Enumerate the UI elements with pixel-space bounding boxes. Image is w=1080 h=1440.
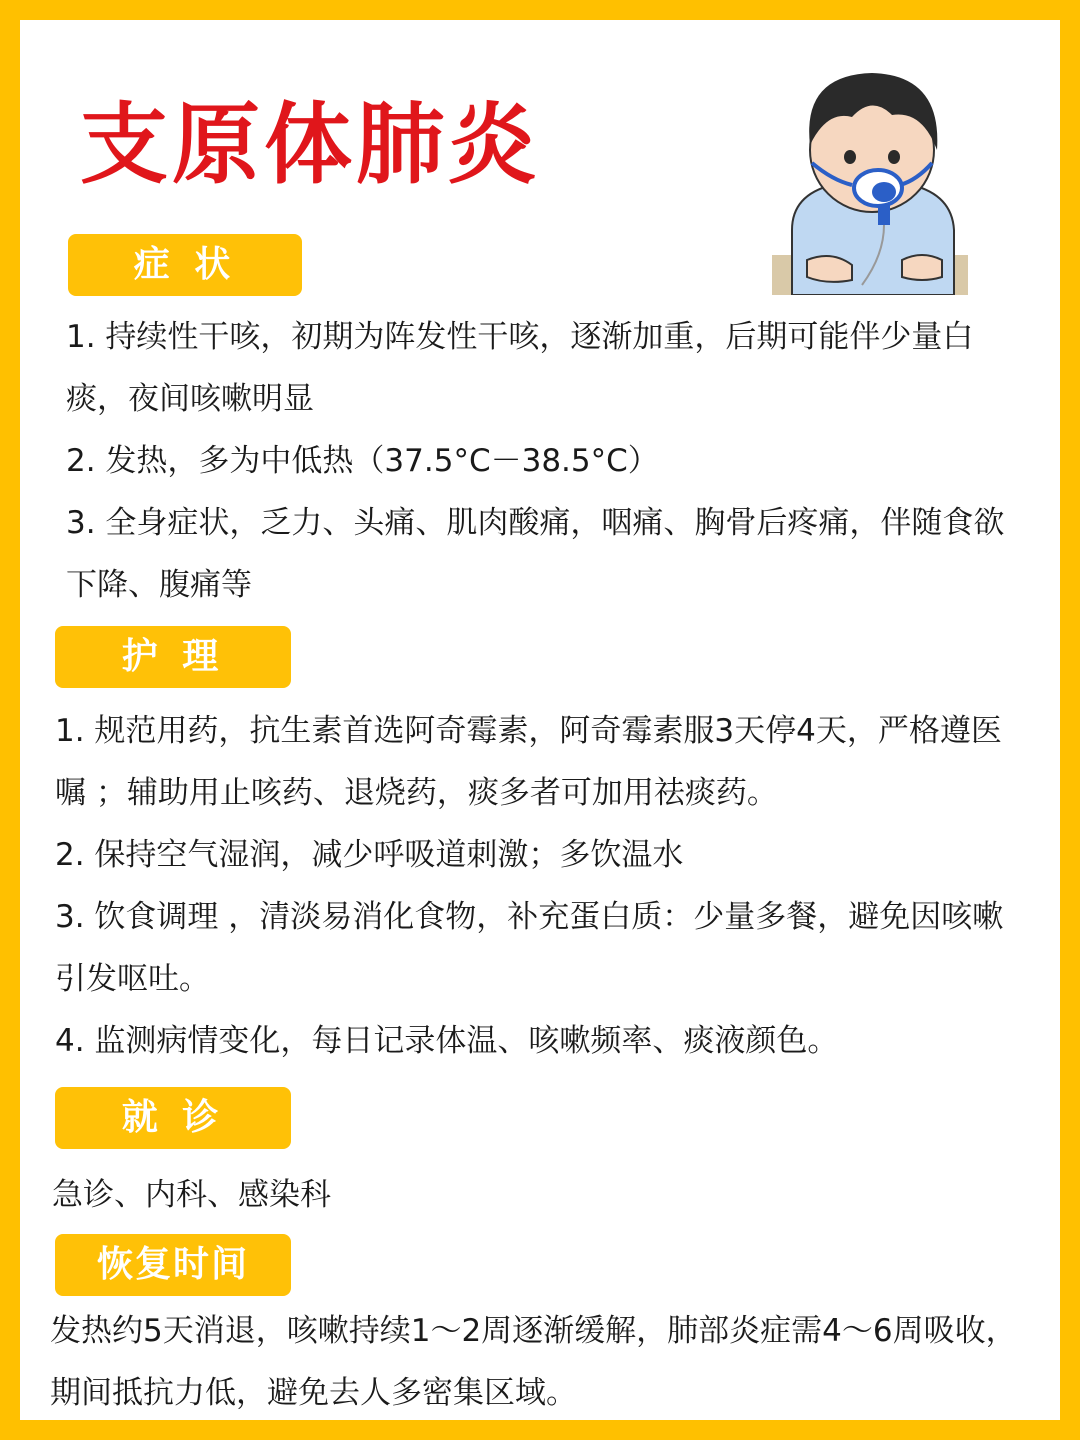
care-item: 3. 饮食调理 ，清淡易消化食物，补充蛋白质：少量多餐，避免因咳嗽引发呕吐。 <box>55 899 1004 997</box>
page-title: 支原体肺炎 <box>80 93 541 196</box>
care-heading: 护 理 <box>55 626 291 688</box>
symptom-item: 1. 持续性干咳，初期为阵发性干咳，逐渐加重，后期可能伴少量白痰，夜间咳嗽明显 <box>66 319 974 417</box>
child-nebulizer-illustration <box>772 55 968 295</box>
recovery-heading: 恢复时间 <box>55 1234 291 1296</box>
visit-heading: 就 诊 <box>55 1087 291 1149</box>
care-item: 2. 保持空气湿润，减少呼吸道刺激；多饮温水 <box>55 837 684 873</box>
care-list <box>55 700 1023 1072</box>
care-item: 4. 监测病情变化，每日记录体温、咳嗽频率、痰液颜色。 <box>55 1023 839 1059</box>
symptoms-list <box>66 306 1022 616</box>
symptom-item: 2. 发热，多为中低热（37.5°C－38.5°C） <box>66 443 659 479</box>
recovery-text: 发热约5天消退，咳嗽持续1～2周逐渐缓解，肺部炎症需4～6周吸收，期间抵抗力低，避免去人多密集区域。 <box>50 1313 1017 1411</box>
visit-text: 急诊、内科、感染科 <box>52 1177 331 1213</box>
symptoms-heading: 症 状 <box>68 234 302 296</box>
care-item: 1. 规范用药，抗生素首选阿奇霉素，阿奇霉素服3天停4天，严格遵医嘱 ；辅助用止咳药、退烧药，痰多者可加用祛痰药。 <box>55 713 1002 811</box>
symptom-item: 3. 全身症状，乏力、头痛、肌肉酸痛，咽痛、胸骨后疼痛，伴随食欲下降、腹痛等 <box>66 505 1005 603</box>
